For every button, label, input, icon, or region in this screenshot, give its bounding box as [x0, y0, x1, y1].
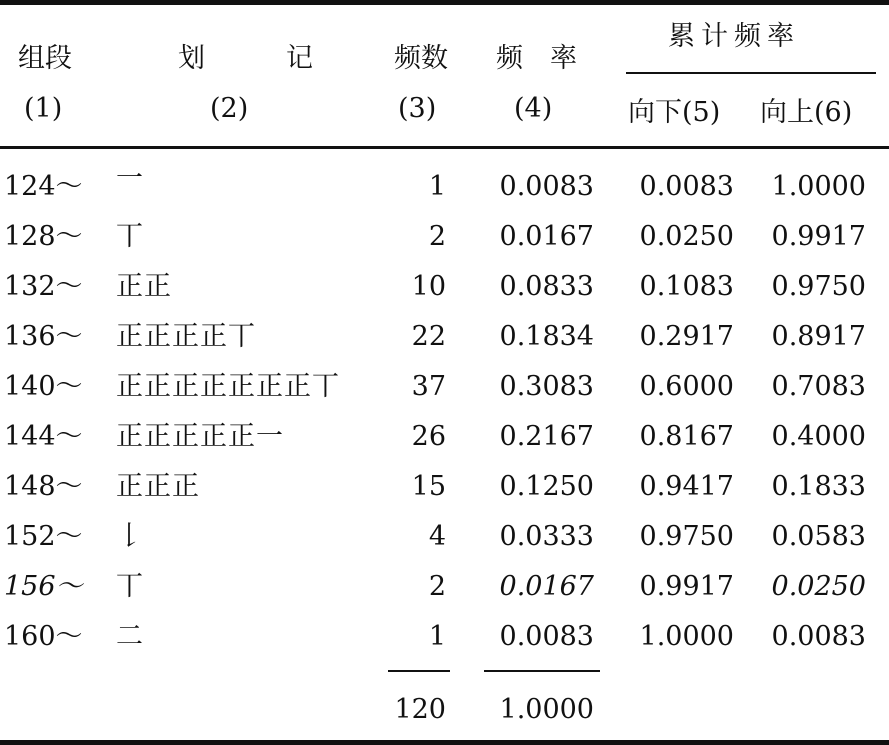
- group-cell: 124～: [4, 171, 83, 202]
- rate-cell: 0.3083: [499, 371, 594, 402]
- freq-cell: 37: [411, 371, 446, 402]
- group-cell: 156～: [4, 571, 83, 602]
- down-cell: 0.1083: [639, 271, 734, 302]
- bottom-rule: [0, 740, 889, 745]
- rate-total: 1.0000: [499, 694, 594, 725]
- freq-cell: 10: [411, 271, 446, 302]
- up-cell: 0.8917: [771, 321, 866, 352]
- up-cell: 1.0000: [771, 171, 866, 202]
- tally-cell: 丅: [116, 221, 144, 252]
- freq-cell: 22: [411, 321, 446, 352]
- freq-cell: 2: [428, 571, 446, 602]
- freq-total: 120: [394, 694, 446, 725]
- rate-cell: 0.0167: [499, 221, 594, 252]
- header-rate: 频 率: [496, 43, 577, 74]
- rate-cell: 0.0833: [499, 271, 594, 302]
- up-cell: 0.1833: [771, 471, 866, 502]
- tally-cell: 一: [116, 163, 144, 194]
- tally-cell: 正正正正正正正丅: [116, 371, 340, 402]
- group-cell: 160～: [4, 621, 83, 652]
- down-cell: 0.0250: [639, 221, 734, 252]
- freq-total-rule: [388, 670, 450, 672]
- freq-cell: 15: [411, 471, 446, 502]
- group-cell: 148～: [4, 471, 83, 502]
- up-cell: 0.4000: [771, 421, 866, 452]
- rate-cell: 0.2167: [499, 421, 594, 452]
- header-tally-no: (2): [210, 93, 249, 124]
- freq-cell: 26: [411, 421, 446, 452]
- header-rule: [0, 146, 889, 149]
- up-cell: 0.0083: [771, 621, 866, 652]
- tally-cell: 丅: [116, 571, 144, 602]
- down-cell: 0.2917: [639, 321, 734, 352]
- header-freq-no: (3): [398, 93, 437, 124]
- freq-cell: 2: [428, 221, 446, 252]
- group-cell: 136～: [4, 321, 83, 352]
- group-cell: 152～: [4, 521, 83, 552]
- down-cell: 0.9750: [639, 521, 734, 552]
- cumulative-underline: [626, 72, 876, 74]
- freq-cell: 1: [428, 171, 446, 202]
- top-rule: [0, 0, 889, 5]
- header-group: 组段: [18, 43, 72, 74]
- down-cell: 1.0000: [639, 621, 734, 652]
- header-cumulative: 累计频率: [668, 21, 800, 52]
- header-up: 向上(6): [760, 97, 853, 128]
- rate-total-rule: [484, 670, 600, 672]
- up-cell: 0.0583: [771, 521, 866, 552]
- down-cell: 0.9417: [639, 471, 734, 502]
- tally-cell: 正正正: [116, 471, 200, 502]
- rate-cell: 0.1834: [499, 321, 594, 352]
- freq-cell: 1: [428, 621, 446, 652]
- header-group-no: (1): [24, 93, 63, 124]
- header-tally: 划 记: [178, 43, 313, 74]
- tally-cell: 正正正正正一: [116, 421, 284, 452]
- header-freq: 频数: [394, 43, 448, 74]
- down-cell: 0.8167: [639, 421, 734, 452]
- up-cell: 0.0250: [771, 571, 866, 602]
- tally-cell: 二: [116, 621, 144, 652]
- up-cell: 0.9917: [771, 221, 866, 252]
- rate-cell: 0.0333: [499, 521, 594, 552]
- tally-cell: 正正正正丅: [116, 321, 256, 352]
- tally-cell: 正正: [116, 271, 172, 302]
- rate-cell: 0.0167: [499, 571, 594, 602]
- rate-cell: 0.0083: [499, 621, 594, 652]
- tally-cell: 𠄌: [116, 521, 144, 552]
- down-cell: 0.6000: [639, 371, 734, 402]
- up-cell: 0.9750: [771, 271, 866, 302]
- freq-cell: 4: [428, 521, 446, 552]
- rate-cell: 0.0083: [499, 171, 594, 202]
- group-cell: 144～: [4, 421, 83, 452]
- down-cell: 0.0083: [639, 171, 734, 202]
- header-rate-no: (4): [514, 93, 553, 124]
- header-down: 向下(5): [628, 97, 721, 128]
- up-cell: 0.7083: [771, 371, 866, 402]
- group-cell: 140～: [4, 371, 83, 402]
- down-cell: 0.9917: [639, 571, 734, 602]
- group-cell: 128～: [4, 221, 83, 252]
- group-cell: 132～: [4, 271, 83, 302]
- rate-cell: 0.1250: [499, 471, 594, 502]
